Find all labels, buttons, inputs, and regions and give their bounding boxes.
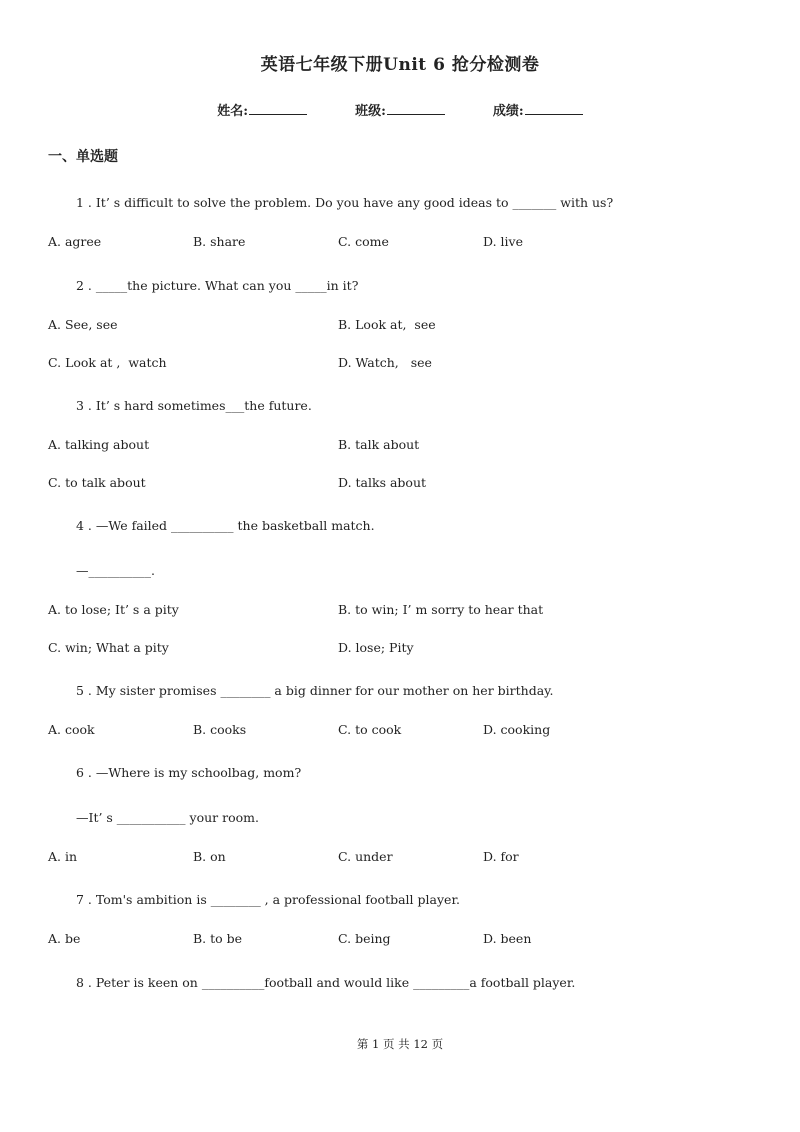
question-2: 2 . _____the picture. What can you _____in it? bbox=[76, 278, 359, 293]
option-4d: D. lose; Pity bbox=[338, 640, 414, 655]
score-blank bbox=[525, 102, 583, 115]
option-6a: A. in bbox=[48, 849, 78, 864]
name-label: 姓名: bbox=[217, 104, 249, 119]
score-label: 成绩: bbox=[492, 104, 524, 119]
option-6d: D. for bbox=[483, 849, 519, 864]
option-2a: A. See, see bbox=[48, 317, 118, 332]
question-8: 8 . Peter is keen on __________football and would like _________a football player. bbox=[76, 975, 576, 990]
option-3a: A. talking about bbox=[48, 437, 150, 452]
option-4c: C. win; What a pity bbox=[48, 640, 169, 655]
option-5c: C. to cook bbox=[338, 722, 402, 737]
score-field bbox=[493, 100, 583, 119]
section-title: 一、单选题 bbox=[48, 149, 118, 165]
class-field bbox=[355, 100, 445, 119]
option-6c: C. under bbox=[338, 849, 393, 864]
question-1: 1 . It’ s difficult to solve the problem. Do you have any good ideas to _______ with us? bbox=[76, 195, 614, 210]
option-7a: A. be bbox=[48, 931, 81, 946]
question-4-reply: —__________. bbox=[76, 563, 155, 578]
option-7d: D. been bbox=[483, 931, 532, 946]
option-3c: C. to talk about bbox=[48, 475, 146, 490]
option-2d: D. Watch, see bbox=[338, 355, 432, 370]
question-4: 4 . —We failed __________ the basketball match. bbox=[76, 518, 375, 533]
option-1c: C. come bbox=[338, 234, 389, 249]
option-4a: A. to lose; It’ s a pity bbox=[48, 602, 179, 617]
option-1d: D. live bbox=[483, 234, 523, 249]
page-footer: 第 1 页 共 12 页 bbox=[356, 1037, 444, 1051]
question-3: 3 . It’ s hard sometimes___the future. bbox=[76, 398, 312, 413]
question-6: 6 . —Where is my schoolbag, mom? bbox=[76, 765, 302, 780]
option-1a: A. agree bbox=[48, 234, 102, 249]
option-7c: C. being bbox=[338, 931, 391, 946]
question-6-reply: —It’ s ___________ your room. bbox=[76, 810, 259, 825]
name-field bbox=[217, 100, 307, 119]
question-5: 5 . My sister promises ________ a big dinner for our mother on her birthday. bbox=[76, 683, 554, 698]
option-2b: B. Look at, see bbox=[338, 317, 436, 332]
option-5b: B. cooks bbox=[193, 722, 247, 737]
name-blank bbox=[249, 102, 307, 115]
option-3d: D. talks about bbox=[338, 475, 427, 490]
option-6b: B. on bbox=[193, 849, 226, 864]
option-1b: B. share bbox=[193, 234, 246, 249]
class-label: 班级: bbox=[355, 104, 386, 119]
student-info bbox=[0, 100, 800, 119]
question-7: 7 . Tom's ambition is ________ , a professional football player. bbox=[76, 892, 461, 907]
class-blank bbox=[387, 102, 445, 115]
option-5d: D. cooking bbox=[483, 722, 551, 737]
option-4b: B. to win; I’ m sorry to hear that bbox=[338, 602, 544, 617]
option-7b: B. to be bbox=[193, 931, 243, 946]
page-title: 英语七年级下册Unit 6 抢分检测卷 bbox=[260, 55, 540, 75]
option-3b: B. talk about bbox=[338, 437, 420, 452]
option-2c: C. Look at , watch bbox=[48, 355, 167, 370]
option-5a: A. cook bbox=[48, 722, 95, 737]
